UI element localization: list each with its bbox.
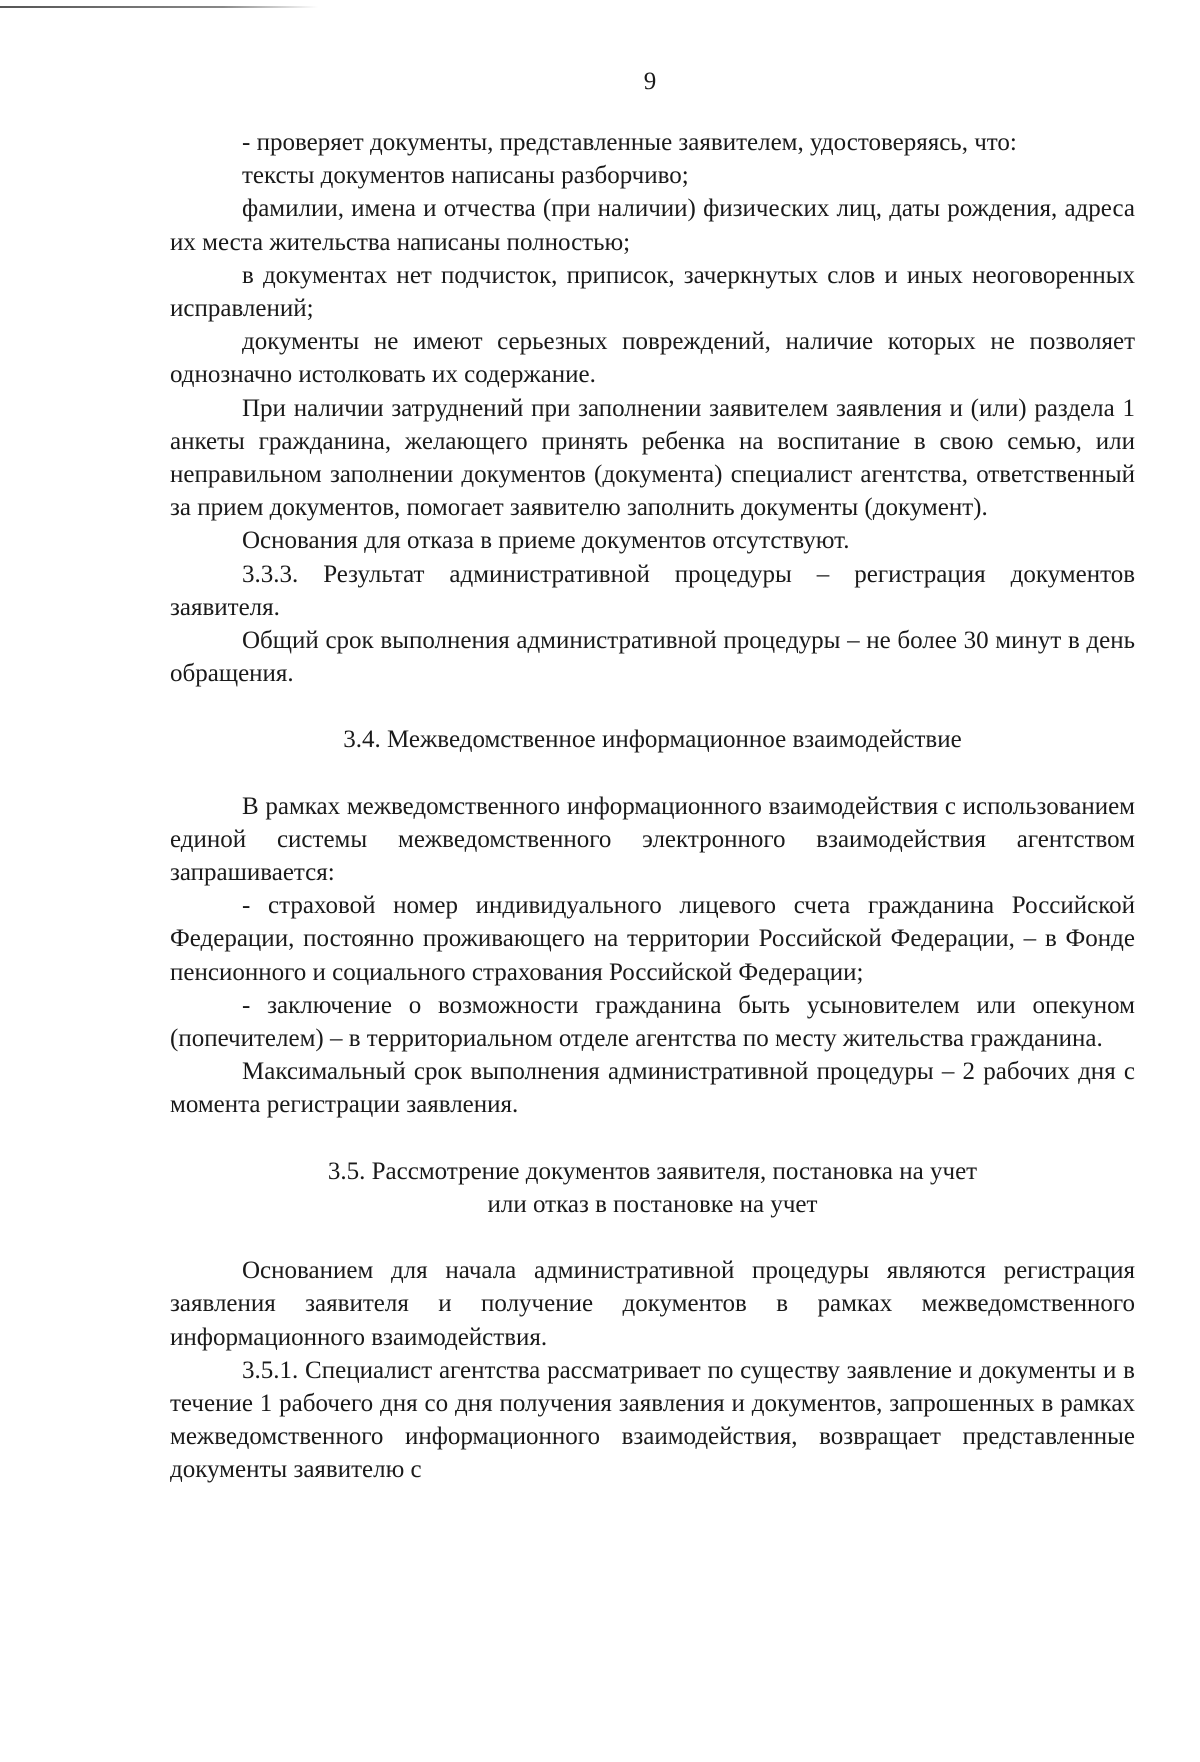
paragraph: - страховой номер индивидуального лицевого счета гражданина Российской Федерации, постоянно проживающего на территории Российской Федерации, – в Фонде пенсионного и социального страхования Российской Федерации; — [170, 892, 1135, 986]
paragraph: Основанием для начала административной процедуры являются регистрация заявления заявителя и получение документов в рамках межведомственного информационного взаимодействия. — [170, 1257, 1135, 1351]
paragraph: 3.5.1. Специалист агентства рассматривает по существу заявление и документы и в течение 1 рабочего дня со дня получения заявления и документов, запрошенных в рамках межведомственного информационного взаимодействия, возвращает представленные документы заявителю с — [170, 1356, 1135, 1484]
paragraph: - проверяет документы, представленные заявителем, удостоверяясь, что: — [242, 129, 1017, 156]
section-heading-line: 3.5. Рассмотрение документов заявителя, постановка на учет — [327, 1157, 978, 1185]
vertical-spacer — [170, 690, 1135, 723]
paragraph: Максимальный срок выполнения административной процедуры – 2 рабочих дня с момента регистрации заявления. — [170, 1058, 1135, 1119]
section-heading — [170, 1155, 1135, 1221]
section-heading-line: или отказ в постановке на учет — [487, 1190, 818, 1218]
section-heading-line: 3.4. Межведомственное информационное взаимодействие — [343, 726, 962, 754]
paragraph: документы не имеют серьезных повреждений, наличие которых не позволяет однозначно истолковать их содержание. — [170, 328, 1135, 389]
paragraph: 3.3.3. Результат административной процедуры – регистрация документов заявителя. — [170, 560, 1135, 621]
section-heading — [170, 723, 1135, 756]
scan-artifact-line — [0, 6, 318, 8]
paragraph: При наличии затруднений при заполнении заявителем заявления и (или) раздела 1 анкеты гражданина, желающего принять ребенка на воспитание в свою семью, или неправильном заполнении документов (документа) специалист агентства, ответственный за прием документов, помогает заявителю заполнить документы (документ). — [170, 394, 1135, 522]
page-number: 9 — [643, 68, 657, 95]
paragraph: Общий срок выполнения административной процедуры – не более 30 минут в день обращения. — [170, 627, 1135, 688]
paragraph: В рамках межведомственного информационного взаимодействия с использованием единой системы межведомственного электронного взаимодействия агентством запрашивается: — [170, 792, 1135, 887]
paragraph: фамилии, имена и отчества (при наличии) физических лиц, даты рождения, адреса их места жительства написаны полностью; — [170, 195, 1135, 256]
paragraph: тексты документов написаны разборчиво; — [242, 162, 689, 190]
vertical-spacer — [170, 757, 1135, 790]
vertical-spacer — [170, 1122, 1135, 1155]
paragraph: Основания для отказа в приеме документов отсутствуют. — [242, 527, 850, 555]
document-body — [170, 126, 1135, 1487]
vertical-spacer — [170, 1221, 1135, 1254]
paragraph: в документах нет подчисток, приписок, зачеркнутых слов и иных неоговоренных исправлений; — [170, 261, 1135, 323]
paragraph: - заключение о возможности гражданина быть усыновителем или опекуном (попечителем) – в территориальном отделе агентства по месту жительства гражданина. — [170, 991, 1135, 1053]
